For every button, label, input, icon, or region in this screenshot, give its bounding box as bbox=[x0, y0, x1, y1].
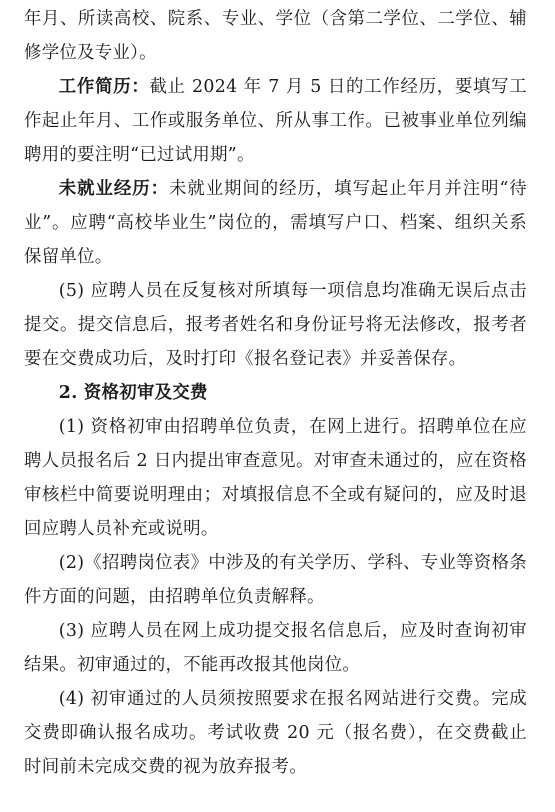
heading-text: 2. 资格初审及交费 bbox=[58, 383, 208, 403]
paragraph-text: (1) 资格初审由招聘单位负责，在网上进行。招聘单位在应聘人员报名后 2 日内提出审查意见。对审查未通过的，应在资格审核栏中简要说明理由；对填报信息不全或有疑问的，应及时退回应聘人员补充或说明。 bbox=[24, 417, 527, 539]
paragraph-label: 工作简历： bbox=[58, 77, 150, 97]
paragraph-text: 截止 2024 年 7 月 5 日的工作经历，要填写工作起止年月、工作或服务单位、所从事工作。已被事业单位列编聘用的要注明“已过试用期”。 bbox=[24, 77, 527, 165]
paragraph-position-table bbox=[24, 546, 527, 614]
paragraph-review-result bbox=[24, 614, 527, 682]
section-heading-qualification-review bbox=[24, 376, 527, 410]
paragraph-label: 未就业经历： bbox=[58, 179, 169, 199]
paragraph-text: 年月、所读高校、院系、专业、学位（含第二学位、二学位、辅修学位及专业）。 bbox=[24, 9, 527, 63]
paragraph-text: 未就业期间的经历，填写起止年月并注明“待业”。应聘“高校毕业生”岗位的，需填写户口、档案、组织关系保留单位。 bbox=[24, 179, 527, 267]
paragraph-text: (3) 应聘人员在网上成功提交报名信息后，应及时查询初审结果。初审通过的，不能再改报其他岗位。 bbox=[24, 621, 527, 675]
paragraph-work-history bbox=[24, 70, 527, 172]
paragraph-education-continued bbox=[24, 2, 527, 70]
paragraph-text: (2)《招聘岗位表》中涉及的有关学历、学科、专业等资格条件方面的问题，由招聘单位负责解释。 bbox=[24, 553, 527, 607]
paragraph-text: (5) 应聘人员在反复核对所填每一项信息均准确无误后点击提交。提交信息后，报考者姓名和身份证号将无法修改，报考者要在交费成功后，及时打印《报名登记表》并妥善保存。 bbox=[24, 281, 527, 369]
paragraph-text: (4) 初审通过的人员须按照要求在报名网站进行交费。完成交费即确认报名成功。考试收费 20 元（报名费），在交费截止时间前未完成交费的视为放弃报考。 bbox=[24, 689, 527, 777]
paragraph-payment bbox=[24, 682, 527, 784]
paragraph-initial-review bbox=[24, 410, 527, 546]
paragraph-unemployment-history bbox=[24, 172, 527, 274]
paragraph-submit-info bbox=[24, 274, 527, 376]
